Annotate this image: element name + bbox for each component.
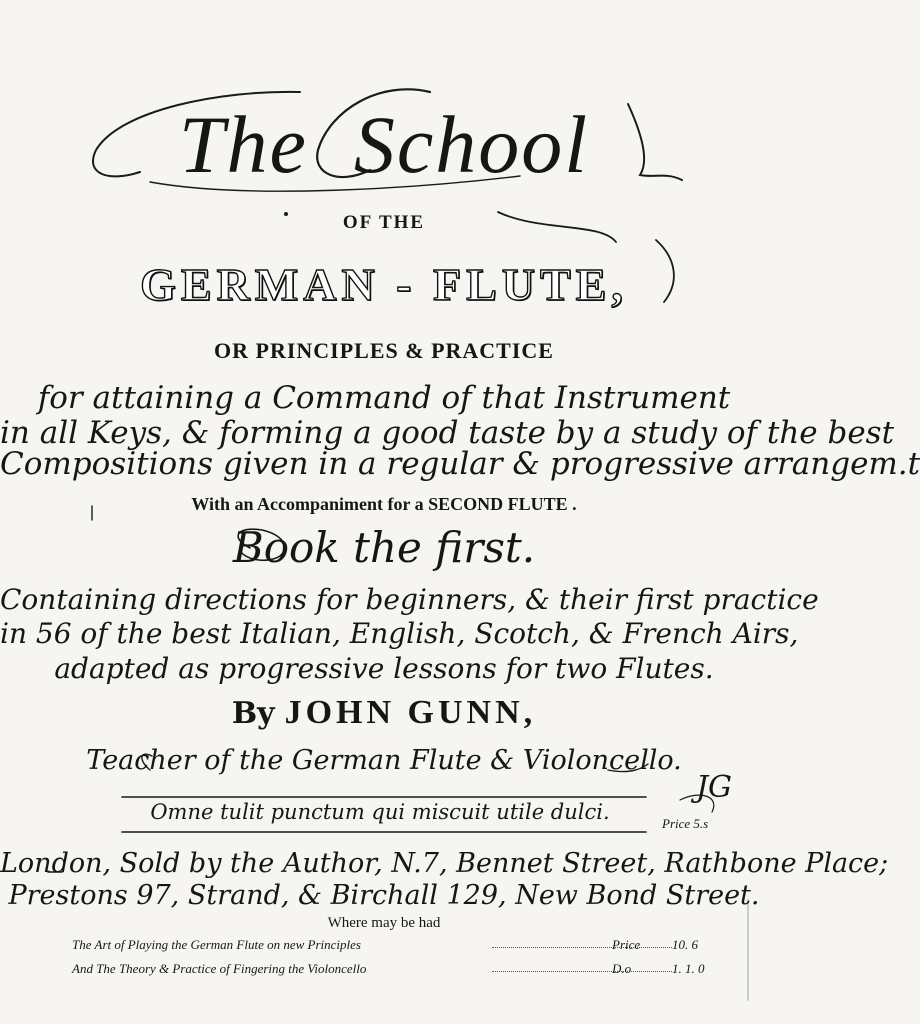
author-by: By: [231, 696, 275, 731]
title-the: The: [178, 99, 308, 190]
latin-motto: Omne tulit punctum qui miscuit utile dulci.: [150, 800, 610, 824]
instrument-heading: GERMAN - FLUTE,: [140, 259, 628, 310]
listing-title: The Art of Playing the German Flute on new Principles: [72, 937, 361, 952]
listing-price: 10. 6: [672, 937, 698, 952]
publisher-line-2: Prestons 97, Strand, & Birchall 129, New Bond Street.: [8, 880, 760, 911]
leader-dots: [492, 947, 672, 948]
listing-price-label: D.o: [612, 961, 632, 976]
price-label: Price 5.s: [662, 816, 709, 831]
listing-item: [72, 961, 712, 981]
title-school: School: [353, 99, 590, 190]
where-heading: Where may be had: [327, 915, 441, 931]
author-monogram: JG: [696, 770, 732, 805]
contents-line-3: adapted as progressive lessons for two Flutes.: [54, 652, 714, 685]
of-the-heading: OF THE: [342, 212, 426, 233]
leader-dots: [492, 971, 672, 972]
subtitle-line-1: for attaining a Command of that Instrument: [37, 380, 731, 416]
accompaniment-line: With an Accompaniment for a SECOND FLUTE .: [191, 494, 577, 514]
listing-title: And The Theory & Practice of Fingering the Violoncello: [72, 961, 367, 976]
listing-price: 1. 1. 0: [672, 961, 705, 976]
contents-line-2: in 56 of the best Italian, English, Scotch, & French Airs,: [0, 617, 799, 650]
author-line: [0, 694, 768, 732]
book-title: [0, 98, 768, 208]
author-title: Teacher of the German Flute & Violoncello.: [86, 745, 682, 776]
contents-line-1: Containing directions for beginners, & their first practice: [0, 583, 819, 616]
subtitle-line-3: Compositions given in a regular & progressive arrangem.t: [0, 446, 920, 482]
author-name: JOHN GUNN,: [284, 694, 537, 731]
principles-heading: OR PRINCIPLES & PRACTICE: [214, 338, 554, 363]
subtitle-line-2: in all Keys, & forming a good taste by a study of the best: [0, 415, 895, 451]
book-heading: Book the first.: [232, 523, 536, 572]
publisher-line-1: London, Sold by the Author, N.7, Bennet Street, Rathbone Place;: [0, 848, 889, 879]
listing-item: [72, 937, 712, 957]
listing-price-label: Price: [612, 937, 641, 952]
